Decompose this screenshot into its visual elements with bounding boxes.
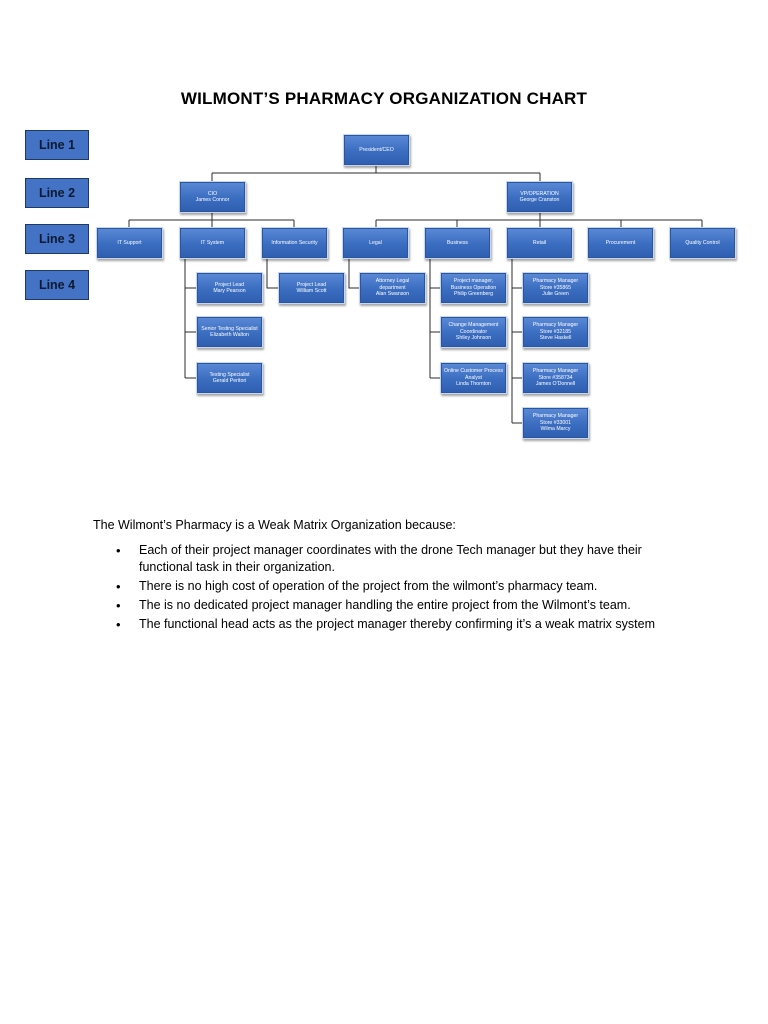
line-2-label: Line 2 [25, 178, 89, 208]
node-pharmacy-manager-33001: Pharmacy Manager Store #33001 Wilma Marcy [522, 407, 589, 439]
reason-item-2: • There is no high cost of operation of the project from the wilmont’s pharmacy team. [139, 578, 693, 595]
node-president-ceo: President/CEO [343, 134, 410, 166]
node-change-management-coordinator: Change Management Coordinator Shiley Johnson [440, 316, 507, 348]
node-it-support: IT Support [96, 227, 163, 259]
node-project-manager-business-operation: Project manager, Business Operation Philip Greenberg [440, 272, 507, 304]
node-online-customer-process-analyst: Online Customer Process Analyst Linda Thornton [440, 362, 507, 394]
reason-item-4: • The functional head acts as the project manager thereby confirming it’s a weak matrix system [139, 616, 693, 633]
line-1-label: Line 1 [25, 130, 89, 160]
node-vp-operation: VP/OPERATION George Cranston [506, 181, 573, 213]
node-procurement: Procurement [587, 227, 654, 259]
line-4-label: Line 4 [25, 270, 89, 300]
line-3-label: Line 3 [25, 224, 89, 254]
node-senior-testing-specialist: Senior Testing Specialist Elizabeth Walton [196, 316, 263, 348]
reason-item-3: • The is no dedicated project manager handling the entire project from the Wilmont’s team. [139, 597, 693, 614]
node-quality-control: Quality Control [669, 227, 736, 259]
reason-item-1: • Each of their project manager coordinates with the drone Tech manager but they have their functional task in their organization. [139, 542, 693, 576]
node-pharmacy-manager-358734: Pharmacy Manager Store #358734 James O'Donnell [522, 362, 589, 394]
reasons-list [93, 542, 693, 633]
explanation-section [93, 517, 693, 635]
node-retail: Retail [506, 227, 573, 259]
node-testing-specialist: Testing Specialist Gerald Peritori [196, 362, 263, 394]
node-attorney-legal: Attorney Legal department Alan Swanson [359, 272, 426, 304]
node-pharmacy-manager-35865: Pharmacy Manager Store #35865 Julie Green [522, 272, 589, 304]
node-business: Business [424, 227, 491, 259]
node-project-lead-mary-pearson: Project Lead Mary Pearson [196, 272, 263, 304]
node-information-security: Information Security [261, 227, 328, 259]
node-legal: Legal [342, 227, 409, 259]
node-it-system: IT System [179, 227, 246, 259]
page-title: WILMONT’S PHARMACY ORGANIZATION CHART [180, 89, 588, 108]
node-project-lead-william-scott: Project Lead William Scott [278, 272, 345, 304]
node-pharmacy-manager-32185: Pharmacy Manager Store #32185 Steve Haskell [522, 316, 589, 348]
intro-text: The Wilmont’s Pharmacy is a Weak Matrix Organization because: [93, 518, 456, 532]
node-cio: CIO James Connor [179, 181, 246, 213]
